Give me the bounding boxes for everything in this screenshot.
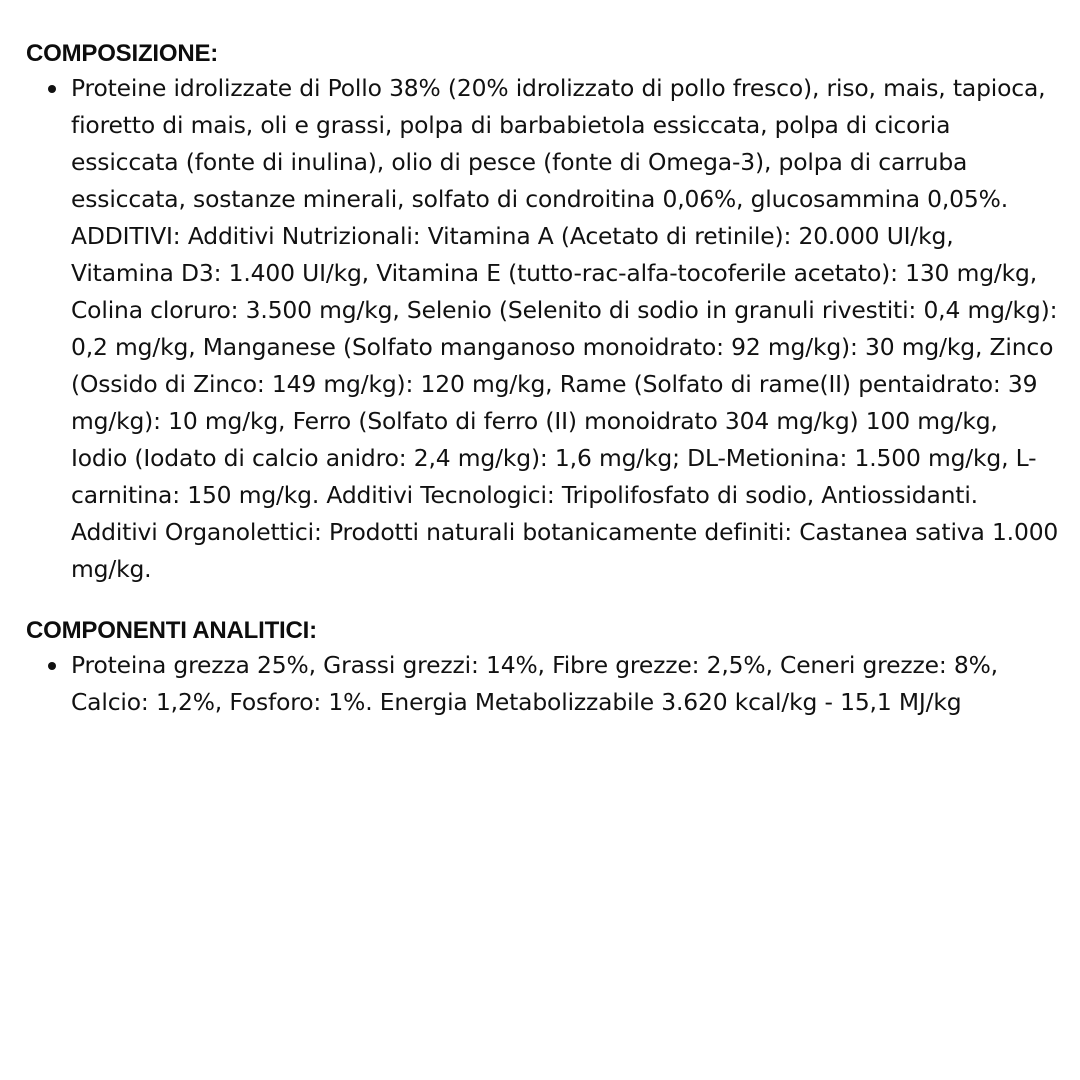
analytics-heading: COMPONENTI ANALITICI: [26, 617, 317, 644]
bullet-icon [48, 85, 56, 93]
composition-list [26, 70, 1066, 588]
analytics-list [26, 647, 1066, 721]
analytics-item-text: Proteina grezza 25%, Grassi grezzi: 14%, Fibre grezze: 2,5%, Ceneri grezze: 8%, Calcio: 1,2%, Fosforo: 1%. Energia Metabolizzabile 3.620 kcal/kg - 15,1 MJ/kg [71, 651, 998, 716]
bullet-icon [48, 662, 56, 670]
composition-item [26, 70, 1066, 588]
composition-item-text: Proteine idrolizzate di Pollo 38% (20% idrolizzato di pollo fresco), riso, mais, tapioca, fioretto di mais, oli e grassi, polpa di barbabietola essiccata, polpa di cicoria essiccata (fonte di inulina), olio di pesce (fonte di Omega-3), polpa di carruba essiccata, sostanze minerali, solfato di condroitina 0,06%, glucosammina 0,05%. ADDITIVI: Additivi Nutrizionali: Vitamina A (Acetato di retinile): 20.000 UI/kg, Vitamina D3: 1.400 UI/kg, Vitamina E (tutto-rac-alfa-tocoferile acetato): 130 mg/kg, Colina cloruro: 3.500 mg/kg, Selenio (Selenito di sodio in granuli rivestiti: 0,4 mg/kg): 0,2 mg/kg, Manganese (Solfato manganoso monoidrato: 92 mg/kg): 30 mg/kg, Zinco (Ossido di Zinco: 149 mg/kg): 120 mg/kg, Rame (Solfato di rame(II) pentaidrato: 39 mg/kg): 10 mg/kg, Ferro (Solfato di ferro (II) monoidrato 304 mg/kg) 100 mg/kg, Iodio (Iodato di calcio anidro: 2,4 mg/kg): 1,6 mg/kg; DL-Metionina: 1.500 mg/kg, L-carnitina: 150 mg/kg. Additivi Tecnologici: Tripolifosfato di sodio, Antiossidanti. Additivi Organolettici: Prodotti naturali botanicamente definiti: Castanea sativa 1.000 mg/kg. [71, 74, 1059, 583]
composition-heading: COMPOSIZIONE: [26, 40, 219, 67]
section-divider-space [26, 588, 1066, 615]
analytics-section [26, 615, 1066, 721]
composition-section [26, 38, 1066, 588]
analytics-item [26, 647, 1066, 721]
product-label-document [26, 38, 1066, 721]
